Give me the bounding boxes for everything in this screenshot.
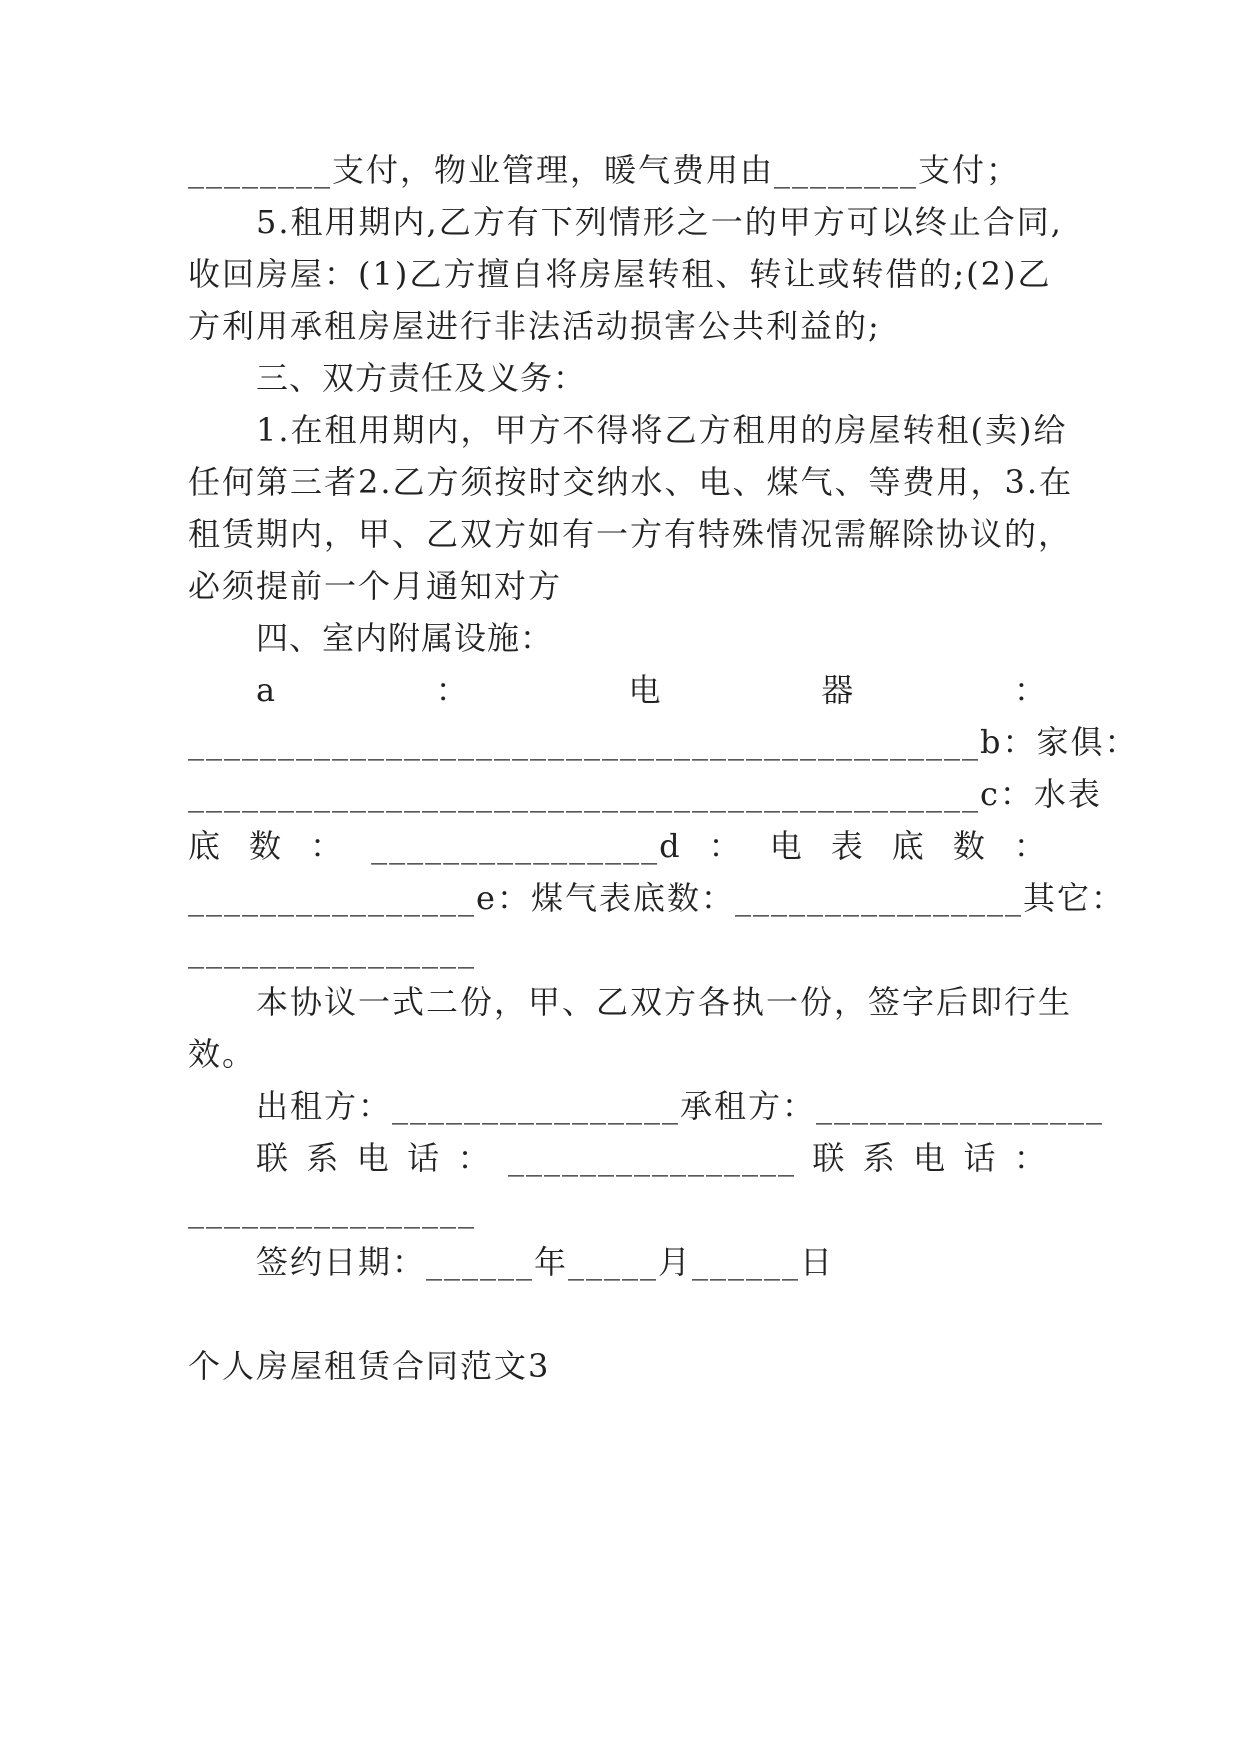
phone-char-6: 系: [862, 1139, 897, 1177]
section-3-line-2: 任何第三者2.乙方须按时交纳水、电、煤气、等费用，3.在: [188, 463, 1074, 501]
meter-colon-3: ：: [1013, 827, 1048, 865]
furniture-line: ____________________________________________b：家俱：: [188, 723, 1139, 761]
phone-char-1: 联: [256, 1139, 291, 1177]
phone-colon-2: ：: [1013, 1139, 1048, 1177]
meter-char-4: 表: [830, 827, 865, 865]
clause-5-line-1: 5.租用期内,乙方有下列情形之一的甲方可以终止合同,: [256, 203, 1063, 241]
document-title-3: 个人房屋租赁合同范文3: [188, 1347, 551, 1385]
text-line-payment: ________支付，物业管理，暖气费用由________支付；: [188, 151, 1021, 189]
phone-blank-1: ________________: [507, 1139, 796, 1177]
other-blank-line: ________________: [188, 931, 476, 969]
meter-reading-line: [188, 826, 1048, 866]
section-4-heading: 四、室内附属设施：: [256, 619, 554, 657]
phone-colon-1: ：: [457, 1139, 492, 1177]
meter-char-2: 数: [249, 827, 284, 865]
appliance-char-2: 器: [821, 671, 856, 709]
phone-char-7: 电: [913, 1139, 948, 1177]
meter-char-6: 数: [952, 827, 987, 865]
appliance-a-label: a: [256, 671, 278, 709]
meter-char-1: 底: [188, 827, 223, 865]
phone-blank-line: ________________: [188, 1191, 476, 1229]
section-3-line-4: 必须提前一个月通知对方: [188, 567, 563, 605]
appliance-colon-1: ：: [435, 671, 470, 709]
meter-colon-2: ：: [708, 827, 743, 865]
appliance-colon-2: ：: [1013, 671, 1048, 709]
signing-date-line: 签约日期：______年_____月______日: [256, 1243, 835, 1281]
agreement-copies-line-2: 效。: [188, 1035, 257, 1073]
gas-meter-line: ________________e：煤气表底数：________________其它：: [188, 879, 1125, 917]
phone-char-2: 系: [306, 1139, 341, 1177]
section-3-line-1: 1.在租用期内，甲方不得将乙方租用的房屋转租(卖)给: [256, 411, 1068, 449]
meter-char-5: 底: [891, 827, 926, 865]
lessor-lessee-line: 出租方：________________承租方：________________: [256, 1087, 1105, 1125]
meter-blank-d: ________________d: [371, 827, 682, 865]
meter-colon-1: ：: [310, 827, 345, 865]
phone-line: [256, 1138, 1048, 1178]
phone-char-4: 话: [407, 1139, 442, 1177]
clause-5-line-3: 方利用承租房屋进行非法活动损害公共利益的;: [188, 307, 881, 345]
phone-char-8: 话: [963, 1139, 998, 1177]
meter-char-3: 电: [769, 827, 804, 865]
phone-char-5: 联: [812, 1139, 847, 1177]
section-3-heading: 三、双方责任及义务：: [256, 359, 587, 397]
section-3-line-3: 租赁期内，甲、乙双方如有一方有特殊情况需解除协议的，: [188, 515, 1073, 553]
agreement-copies-line-1: 本协议一式二份，甲、乙双方各执一份，签字后即行生: [256, 983, 1073, 1021]
water-meter-line: ____________________________________________c：水表: [188, 775, 1102, 813]
appliance-line: [256, 670, 1048, 710]
phone-char-3: 电: [356, 1139, 391, 1177]
clause-5-line-2: 收回房屋：(1)乙方擅自将房屋转租、转让或转借的;(2)乙: [188, 255, 1052, 293]
appliance-char-1: 电: [628, 671, 663, 709]
